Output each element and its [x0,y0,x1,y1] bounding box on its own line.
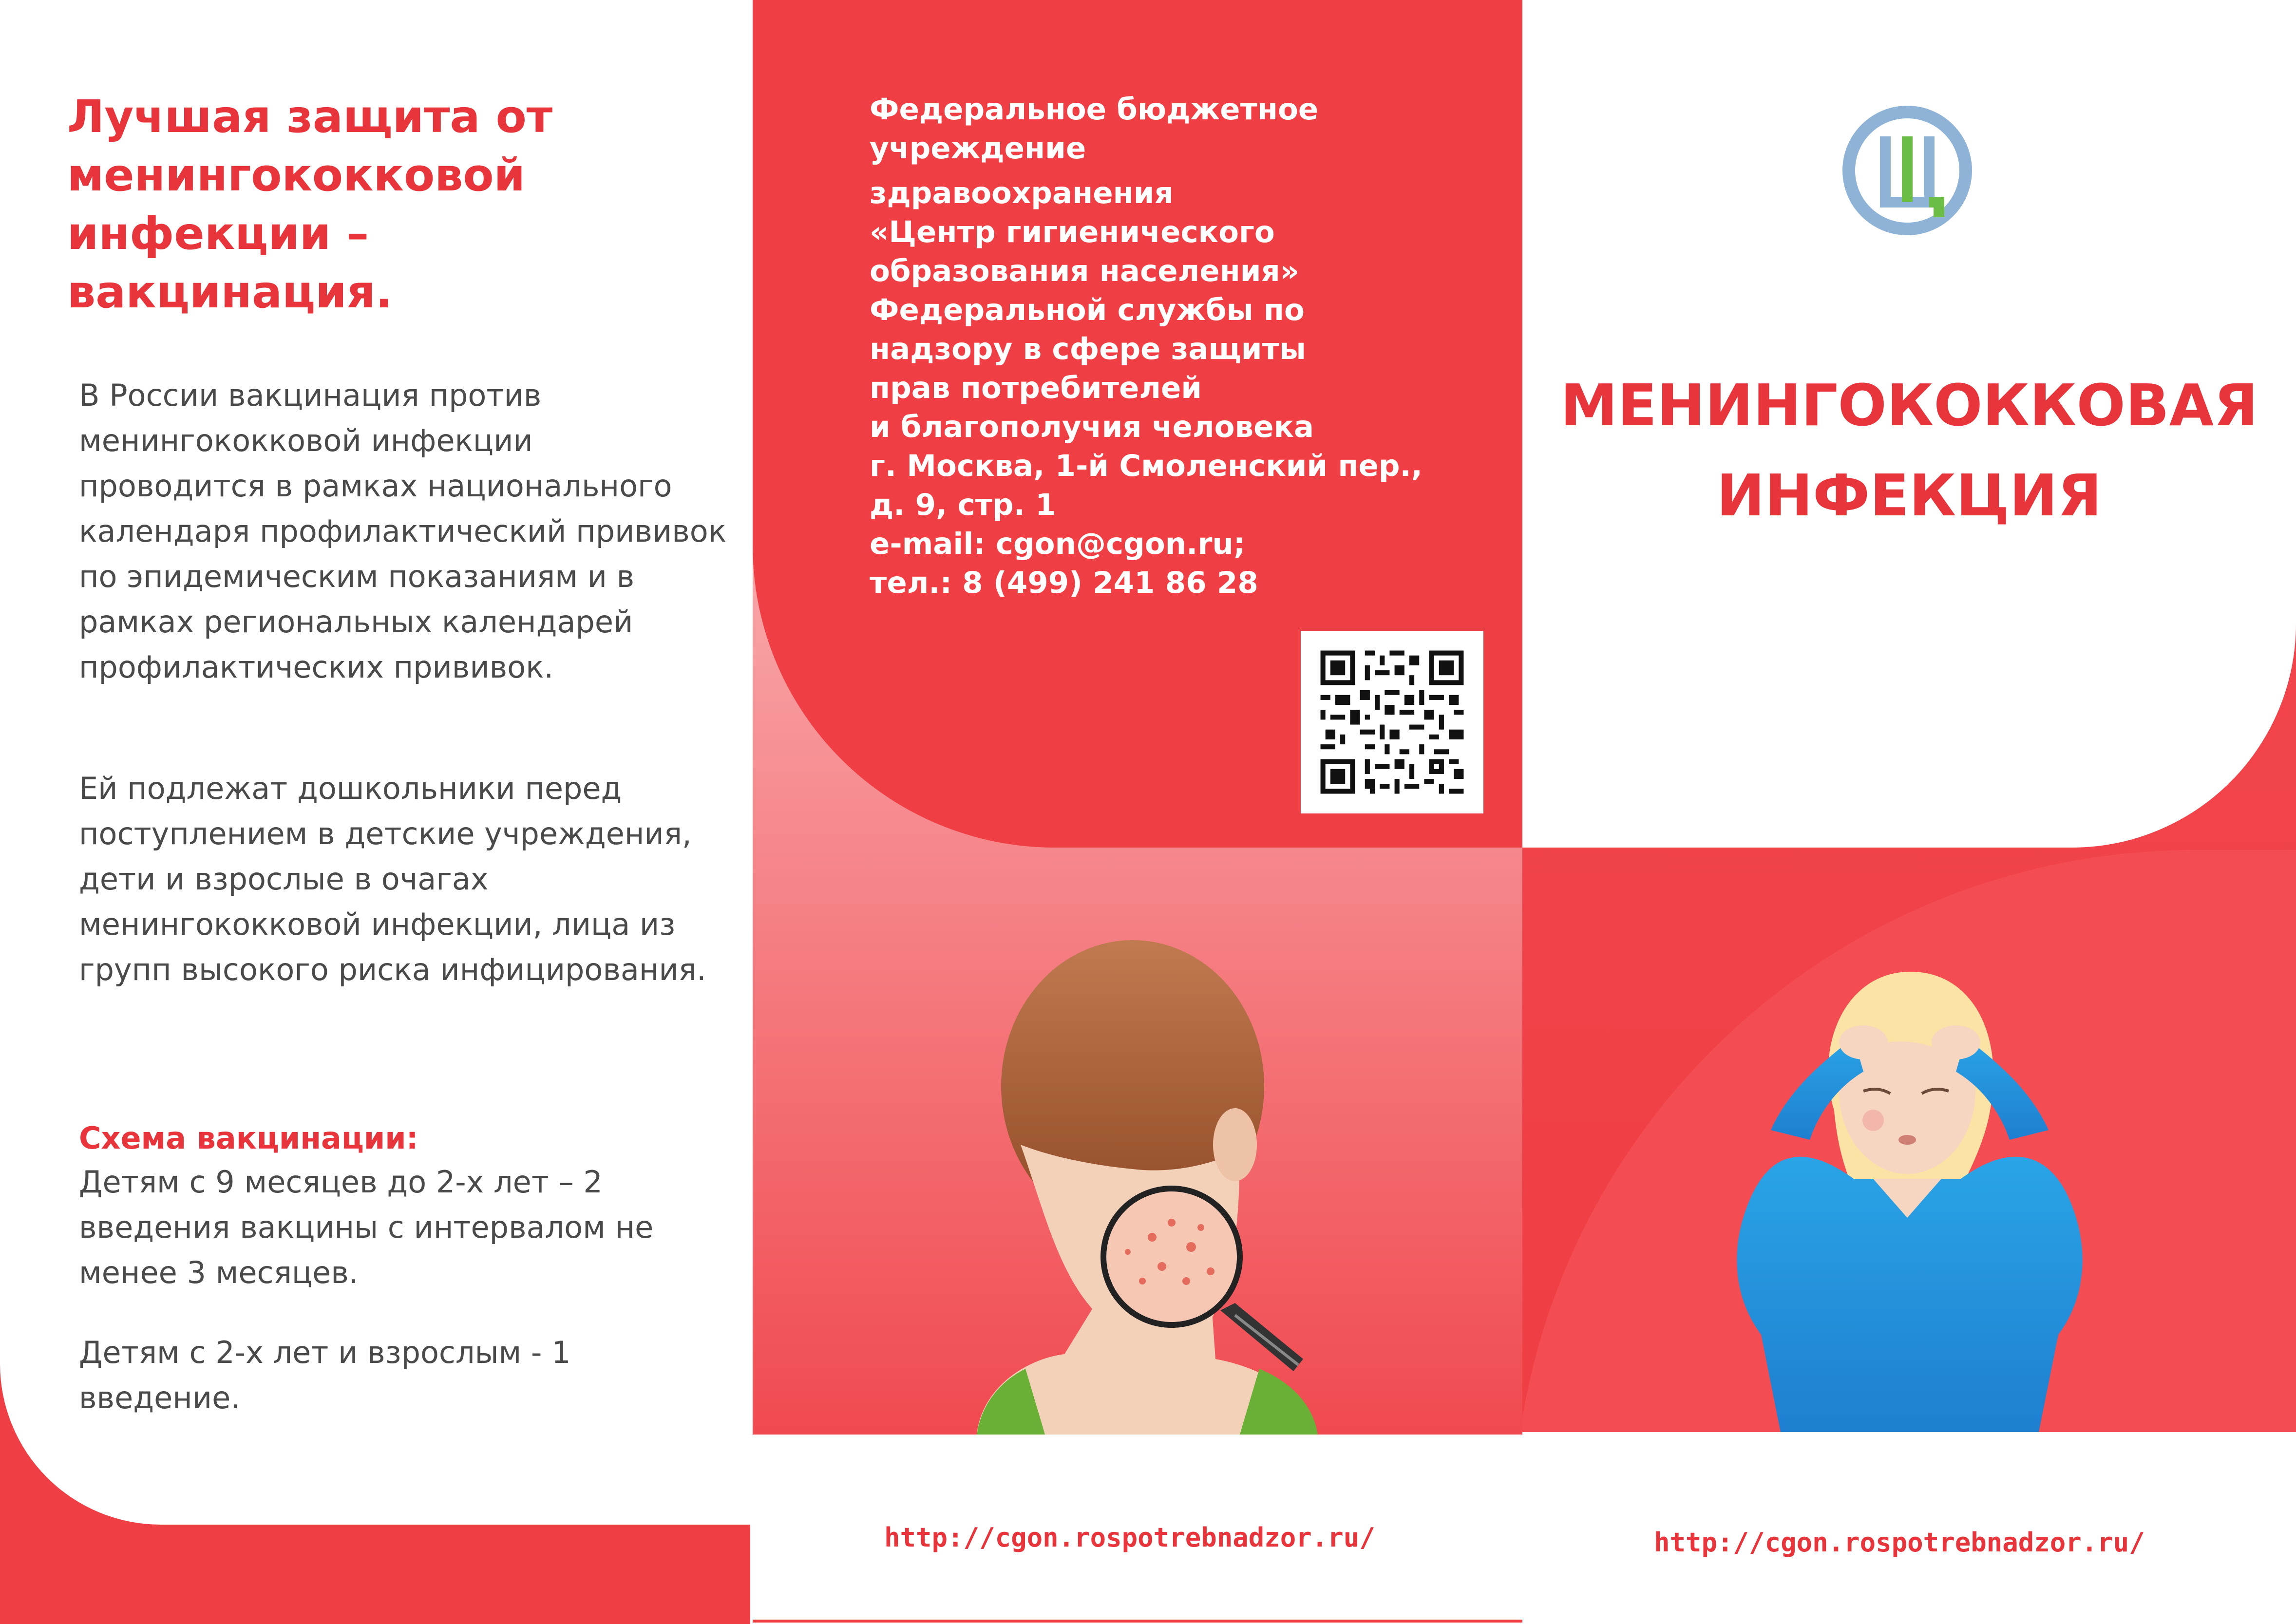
right-panel [1522,0,2296,1624]
neck-rash-illustration [899,940,1386,1435]
website-link[interactable]: http://cgon.rospotrebnadzor.ru/ [884,1522,1375,1553]
headline: Лучшая защита от менингококковой инфекции – вакцинация. [67,91,553,318]
eligible-groups-paragraph: Ей подлежат дошкольники перед поступлением в детские учреждения, дети и взрослые в очагах менингококковой инфекции, лица из групп высокого риска инфицирования. [79,771,706,987]
qr-code-icon [1301,631,1483,813]
org-line: Федеральное бюджетное [870,92,1319,127]
middle-panel [753,0,1522,1624]
org-phone: тел.: 8 (499) 241 86 28 [870,566,1258,600]
scheme-title: Схема вакцинации: [79,1120,418,1156]
main-title-line: МЕНИНГОКОККОВАЯ [1560,372,2258,439]
org-line: учреждение [870,131,1086,166]
website-link[interactable]: http://cgon.rospotrebnadzor.ru/ [1654,1527,2145,1558]
qr-code[interactable] [1301,631,1483,813]
org-line: надзору в сфере защиты [870,332,1307,366]
org-line: и благополучия человека [870,410,1314,444]
org-line: Федеральной службы по [870,293,1305,327]
scheme-text-children: Детям с 9 месяцев до 2-х лет – 2 введения вакцины с интервалом не менее 3 месяцев. [79,1164,654,1290]
vaccination-info-paragraph: В России вакцинация против менингококковой инфекции проводится в рамках национального календаря профилактический прививок по эпидемическим показаниям и в рамках региональных календарей профилактических прививок. [79,378,727,685]
org-email: e-mail: cgon@cgon.ru; [870,527,1246,561]
org-address-line: д. 9, стр. 1 [870,488,1056,522]
org-line: здравоохранения [870,176,1174,210]
headache-illustration [1669,925,2156,1432]
cgon-logo-icon [1839,102,1975,239]
scheme-text-adults: Детям с 2-х лет и взрослым - 1 введение. [79,1335,571,1416]
organization-info [870,90,1503,603]
org-address-line: г. Москва, 1-й Смоленский пер., [870,449,1423,483]
org-line: образования населения» [870,254,1300,288]
org-line: «Центр гигиенического [870,215,1275,249]
organization-logo [1839,102,1975,239]
decorative-red-line [753,1620,1522,1623]
org-line: прав потребителей [870,371,1202,405]
left-panel [0,0,753,1624]
main-title-line: ИНФЕКЦИЯ [1716,462,2102,529]
main-title [1522,360,2296,541]
